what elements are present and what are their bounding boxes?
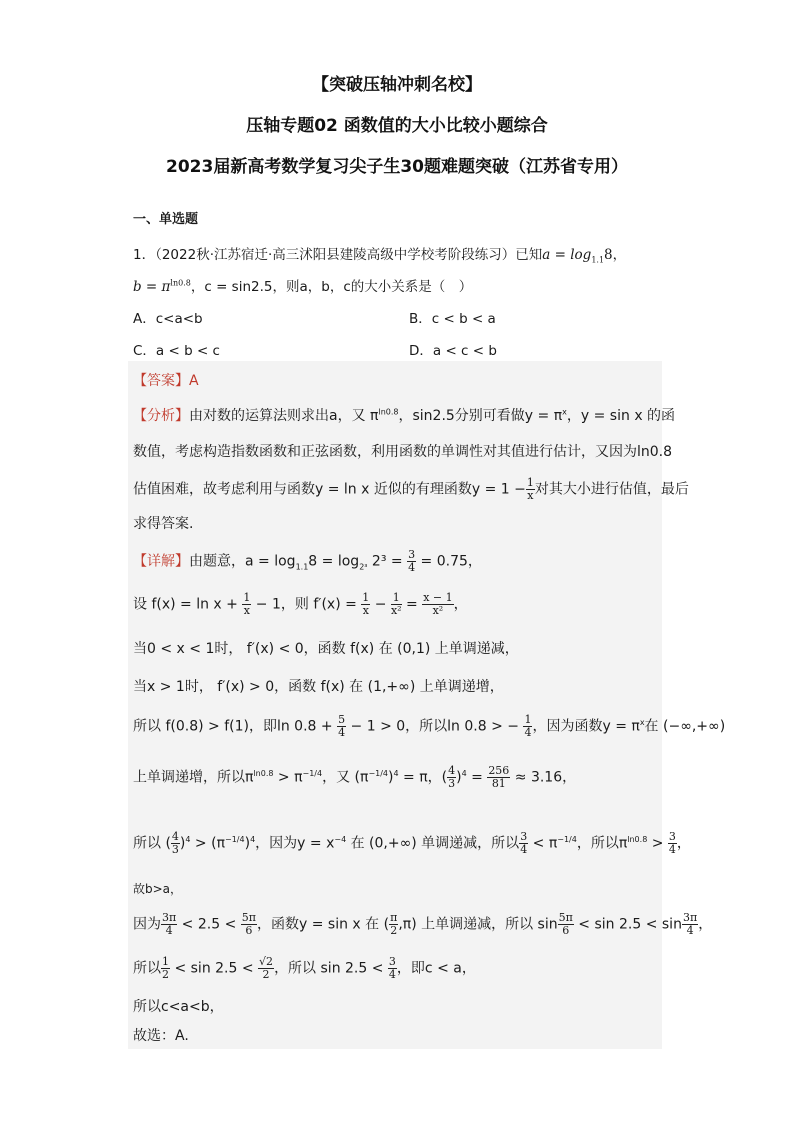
detail-line3: 当0 < x < 1时， f′(x) < 0，函数 f(x) 在 (0,1) 上单调递减，	[133, 641, 519, 657]
option-c: C．a < b < c	[133, 343, 220, 359]
page-heading-1: 【突破压轴冲刺名校】	[312, 75, 482, 95]
option-d: D．a < c < b	[409, 343, 497, 359]
detail-line1: 【详解】由题意，$a = \log_{1.1}8 = \log_{2^3} 2^3$ = $\frac{3}{4}$ = 0.75，	[133, 548, 482, 574]
answer-line: 【答案】A	[133, 373, 199, 389]
question-stem-line2: $b = \pi^{ln0.8}$，c = sin2.5，则a，b，c的大小关系是（ ）	[133, 278, 473, 295]
question-stem-line1: 1．（2022秋·江苏宿迁·高三沭阳县建陵高级中学校考阶段练习）已知$a = \log_{1.1}8$，	[133, 247, 627, 265]
detail-line9: 因为 $\frac{3\pi}{4}$ < 2.5 < $\frac{5\pi}{6}$ ，函数y = sin x 在 ( $\frac{\pi}{2}$ ,π) 上单调递减，所以 sin $\frac{5\pi}{6}$ < sin 2.5 < sin $\frac{3\pi}{4}$ ，	[133, 911, 713, 937]
solution-panel	[128, 361, 662, 1049]
detail-line5: 所以 f(0.8) > f(1)，即ln 0.8 + $\frac{5}{4}$ − 1 > 0，所以ln 0.8 > − $\frac{1}{4}$ ，因为函数$y = \pi^x$在 (−∞,+∞)	[133, 713, 726, 739]
section-title: 一、单选题	[133, 212, 199, 227]
analysis-line2: 数值，考虑构造指数函数和正弦函数，利用函数的单调性对其值进行估计，又因为ln0.8	[133, 444, 673, 460]
option-b: B．c < b < a	[409, 311, 496, 327]
detail-line12: 故选：A.	[133, 1028, 189, 1044]
detail-line7: 所以 ( $\frac{4}{3}$ )$^4 > (\pi^{-1/4})^4$，因为$y = x^{-4}$ 在 (0,+∞) 单调递减，所以 $\frac{3}{4}$ < $\pi^{-1/4}$，所以$\pi^{ln0.8}$ > $\frac{3}{4}$ ，	[133, 830, 691, 856]
detail-line8: 故b>a，	[133, 882, 183, 896]
analysis-line3: 估值困难，故考虑利用与函数y = ln x 近似的有理函数y = 1 − $\frac{1}{x}$ 对其大小进行估值，最后	[133, 476, 689, 502]
analysis-line1: 【分析】由对数的运算法则求出a，又 $\pi^{ln0.8}$，sin2.5分别可看做$y = \pi^x$，y = sin x 的函	[133, 407, 676, 424]
page-heading-3: 2023届新高考数学复习尖子生30题难题突破（江苏省专用）	[166, 157, 628, 177]
detail-line2: 设 f(x) = ln x + $\frac{1}{x}$ − 1，则 f′(x) = $\frac{1}{x}$ − $\frac{1}{\text{x²}}$ = $\frac{x - 1}{\text{x²}}$ ，	[133, 591, 468, 617]
option-a: A．c<a<b	[133, 311, 203, 327]
detail-line6: 上单调递增，所以$\pi^{ln0.8} > \pi^{-1/4}$，又 $(\pi^{-1/4})^4 = \pi$，( $\frac{4}{3}$ )$^4$ = $\frac{256}{81}$ ≈ 3.16，	[133, 764, 577, 790]
analysis-line4: 求得答案.	[133, 516, 194, 532]
detail-line4: 当x > 1时， f′(x) > 0，函数 f(x) 在 (1,+∞) 上单调递增，	[133, 679, 504, 695]
detail-line10: 所以 $\frac{1}{2}$ < sin 2.5 < $\frac{√2}{2}$ ，所以 sin 2.5 < $\frac{3}{4}$ ，即c < a，	[133, 955, 476, 981]
page-heading-2: 压轴专题02 函数值的大小比较小题综合	[246, 116, 548, 136]
detail-line11: 所以c<a<b，	[133, 999, 224, 1015]
